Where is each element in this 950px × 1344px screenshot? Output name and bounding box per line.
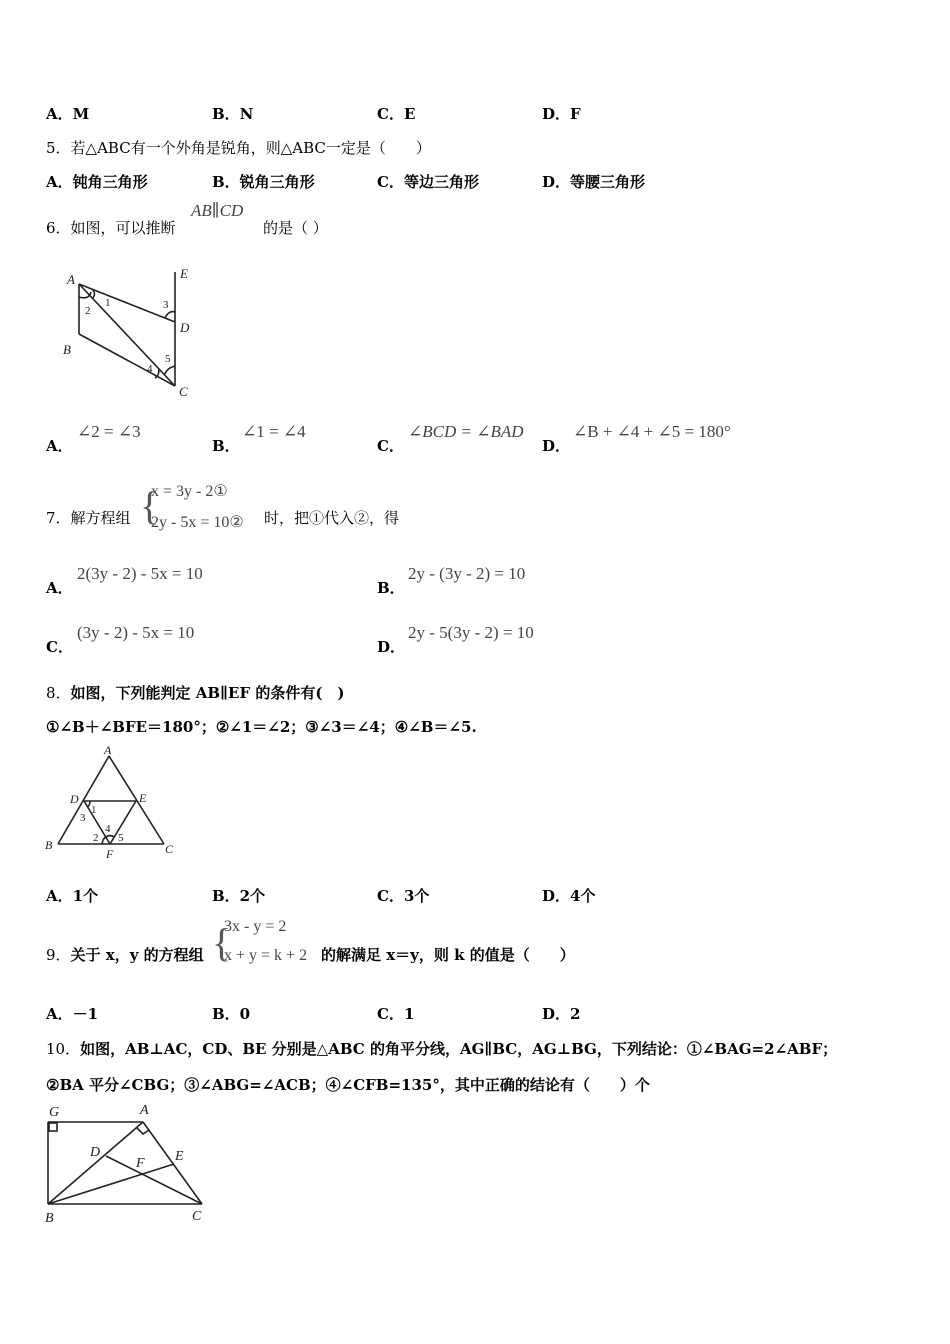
q6-label-3: 3 <box>163 299 169 311</box>
q8-text: 如图，下列能判定 AB∥EF 的条件有( ) <box>70 684 345 702</box>
q6-option-a-letter: A． <box>46 437 73 455</box>
q7-option-a-math: 2(3y - 2) - 5x = 10 <box>77 564 203 583</box>
q7-option-b-math: 2y - (3y - 2) = 10 <box>408 564 526 583</box>
q8-angle-4-arc <box>106 836 114 838</box>
q10-number: 10． <box>46 1040 81 1058</box>
q9-text-after: 的解满足 x＝y，则 k 的值是（ ） <box>321 946 575 964</box>
q6-label-e: E <box>180 266 188 281</box>
q8-label-5: 5 <box>118 832 124 844</box>
q10-figure <box>40 1098 215 1228</box>
q6-number-and-text <box>46 217 176 238</box>
q6-label-1: 1 <box>105 297 111 309</box>
q10-label-e: E <box>175 1149 184 1164</box>
q6-angle-5-arc <box>165 366 175 374</box>
q6-label-d: D <box>180 320 190 335</box>
q6-label-5: 5 <box>165 353 171 365</box>
q8-figure <box>40 742 190 864</box>
q10-label-d: D <box>90 1145 101 1160</box>
q6-label-b: B <box>63 342 71 357</box>
q7-option-b-letter: B． <box>377 579 405 597</box>
q6-option-c-letter: C． <box>377 437 404 455</box>
q6-option-d-math: ∠B + ∠4 + ∠5 = 180° <box>573 422 731 441</box>
q8-angle-1-arc <box>87 801 90 807</box>
q6-label-2: 2 <box>85 305 91 317</box>
q6-label-a: A <box>67 272 75 287</box>
q5-text: 若△ABC有一个外角是锐角，则△ABC一定是（ ） <box>70 139 431 157</box>
q6-option-b-math: ∠1 = ∠4 <box>242 422 306 441</box>
q8-option-b: B．2个 <box>212 887 266 905</box>
q9-system-brace: { <box>212 920 232 965</box>
q6-option-c-math: ∠BCD = ∠BAD <box>408 422 524 441</box>
q8-label-a: A <box>104 743 112 757</box>
q7-system-eq2: 2y - 5x = 10② <box>151 514 244 531</box>
q8-stem <box>46 682 345 703</box>
q6-text-before: 如图，可以推断 <box>70 219 176 237</box>
q10-line1 <box>46 1038 837 1059</box>
q10-line-cd <box>106 1156 202 1204</box>
q7-option-d-math: 2y - 5(3y - 2) = 10 <box>408 623 534 642</box>
q10-label-b: B <box>45 1211 54 1226</box>
q9-number: 9． <box>46 946 71 964</box>
q6-figure <box>55 262 205 396</box>
q5-option-c: C．等边三角形 <box>377 173 479 191</box>
q8-label-3: 3 <box>80 812 86 824</box>
q5-option-b: B．锐角三角形 <box>212 173 315 191</box>
q4-option-a: A．M <box>46 105 90 123</box>
q10-label-f: F <box>136 1156 145 1171</box>
q10-line2: ②BA 平分∠CBG；③∠ABG=∠ACB；④∠CFB=135°，其中正确的结论有（ ）个 <box>46 1076 650 1094</box>
q6-stem-math: AB∥CD <box>191 201 244 220</box>
q8-option-a: A．1个 <box>46 887 99 905</box>
q6-option-b-letter: B． <box>212 437 240 455</box>
q8-option-c: C．3个 <box>377 887 430 905</box>
q6-text-after: 的是（ ） <box>263 219 328 237</box>
q7-number: 7． <box>46 509 71 527</box>
q10-line-ba <box>48 1122 143 1204</box>
q9-option-d: D．2 <box>542 1005 581 1023</box>
q8-label-f: F <box>106 847 114 861</box>
q4-option-c: C．E <box>377 105 416 123</box>
q7-option-c-letter: C． <box>46 638 73 656</box>
q8-conditions: ①∠B＋∠BFE＝180°；②∠1＝∠2；③∠3＝∠4；④∠B＝∠5. <box>46 718 477 736</box>
q6-option-a-math: ∠2 = ∠3 <box>77 422 141 441</box>
q8-angle-2-arc <box>102 837 106 844</box>
q8-option-d: D．4个 <box>542 887 596 905</box>
q9-text-before: 关于 x，y 的方程组 <box>70 946 204 964</box>
q5-stem <box>46 137 431 158</box>
q9-system-eq2: x + y = k + 2 <box>224 947 308 964</box>
q10-line-be <box>48 1164 174 1204</box>
q8-label-1: 1 <box>91 804 97 816</box>
q8-number: 8． <box>46 684 71 702</box>
q8-label-2: 2 <box>93 832 99 844</box>
q8-label-b: B <box>45 838 53 852</box>
q10-label-c: C <box>192 1209 202 1224</box>
q6-line-ac <box>79 284 175 386</box>
q7-option-c-math: (3y - 2) - 5x = 10 <box>77 623 195 642</box>
q5-number: 5． <box>46 139 71 157</box>
q6-angle-3-arc <box>165 312 175 318</box>
q10-label-a: A <box>140 1103 149 1118</box>
q7-text-after: 时，把①代入②，得 <box>264 509 400 527</box>
q7-option-a-letter: A． <box>46 579 73 597</box>
q7-system-eq1: x = 3y - 2① <box>151 483 228 500</box>
q7-number-and-text <box>46 507 131 528</box>
q9-option-a: A．－1 <box>46 1005 99 1023</box>
q10-line1-text: 如图，AB⊥AC，CD、BE 分别是△ABC 的角平分线，AG∥BC，AG⊥BG，下列结论：①∠BAG=2∠ABF； <box>80 1040 838 1058</box>
q10-line-ac <box>143 1122 202 1204</box>
q6-option-d-letter: D． <box>542 437 571 455</box>
q8-label-4: 4 <box>105 823 111 835</box>
q6-label-c: C <box>179 384 188 396</box>
q6-angle-2-arc <box>79 292 91 298</box>
q8-label-e: E <box>139 791 147 805</box>
q9-system-eq1: 3x - y = 2 <box>224 918 287 935</box>
q6-label-4: 4 <box>147 363 153 375</box>
q6-line-bc <box>79 334 175 386</box>
q4-option-b: B．N <box>212 105 254 123</box>
q7-system-brace: { <box>140 483 160 528</box>
q8-label-c: C <box>165 842 174 856</box>
q10-right-angle-g <box>49 1123 57 1131</box>
q9-option-b: B．0 <box>212 1005 251 1023</box>
q6-number: 6． <box>46 219 71 237</box>
q8-label-d: D <box>70 792 79 806</box>
q7-option-d-letter: D． <box>377 638 406 656</box>
q6-angle-1-arc <box>93 290 95 298</box>
q7-text-before: 解方程组 <box>70 509 131 527</box>
q9-number-and-text <box>46 944 204 965</box>
q5-option-d: D．等腰三角形 <box>542 173 646 191</box>
q5-option-a: A．钝角三角形 <box>46 173 148 191</box>
q4-option-d: D．F <box>542 105 581 123</box>
q9-option-c: C．1 <box>377 1005 415 1023</box>
q10-label-g: G <box>49 1105 60 1120</box>
